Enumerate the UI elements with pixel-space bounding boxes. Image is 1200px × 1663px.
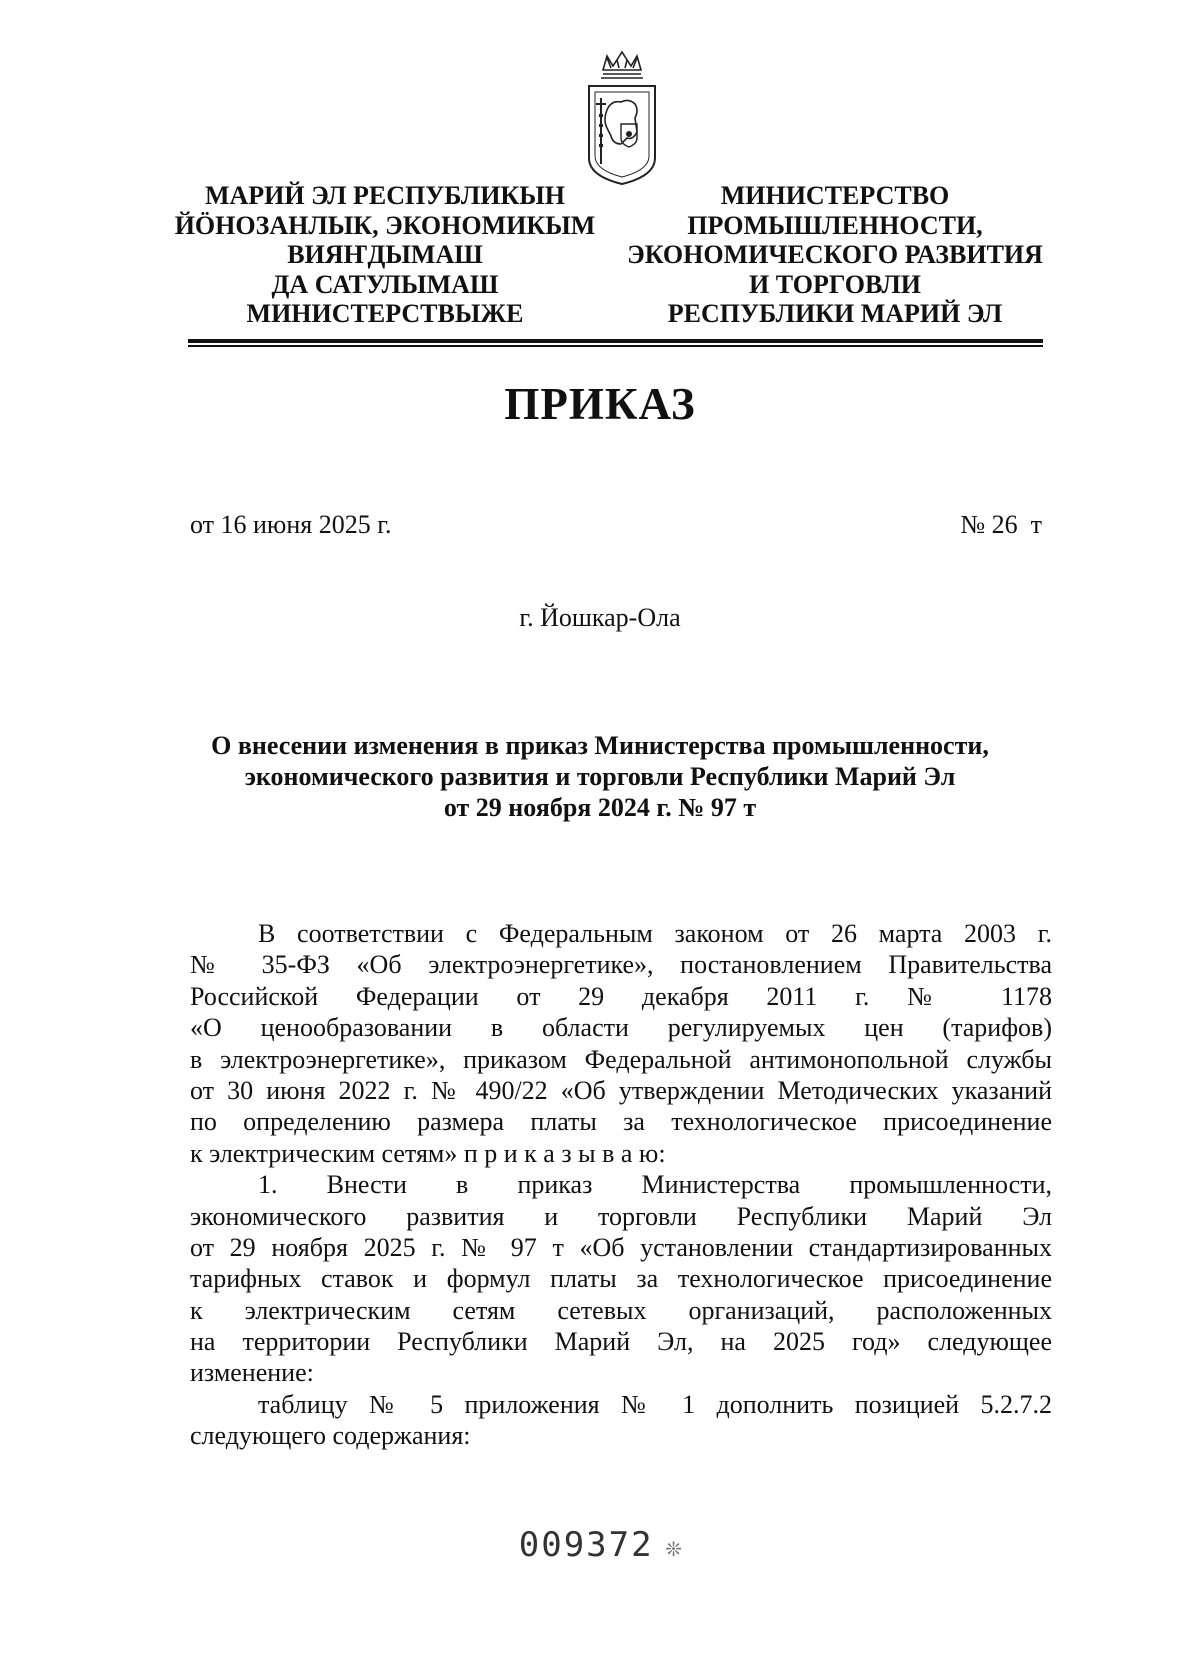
body-line: «О ценообразовании в области регулируемых цен (тарифов)	[190, 1013, 1052, 1043]
header-right-russian	[610, 181, 1060, 329]
body-line: к электрическим сетям» п р и к а з ы в а ю:	[190, 1138, 666, 1168]
header-divider-thick	[188, 339, 1043, 343]
header-left-line: ЙӦНОЗАНЛЫК, ЭКОНОМИКЫМ	[174, 210, 596, 240]
header-left-line: ДА САТУЛЫМАШ	[271, 269, 499, 299]
body-line: таблицу № 5 приложения № 1 дополнить позицией 5.2.7.2	[258, 1389, 1052, 1419]
body-line: Российской Федерации от 29 декабря 2011 г. № 1178	[190, 981, 1052, 1011]
document-number: № 26 т	[960, 510, 1042, 539]
body-line: в электроэнергетике», приказом Федеральной антимонопольной службы	[190, 1044, 1052, 1074]
header-right-line: ЭКОНОМИЧЕСКОГО РАЗВИТИЯ	[627, 240, 1043, 269]
document-date: от 16 июня 2025 г.	[190, 510, 392, 539]
body-line: к электрическим сетям сетевых организаций, расположенных	[190, 1295, 1052, 1325]
document-subject	[150, 730, 1050, 823]
body-line: экономического развития и торговли Республики Марий Эл	[190, 1201, 1052, 1231]
header-left-line: МИНИСТЕРСТВЫЖЕ	[246, 299, 524, 328]
body-line: В соответствии с Федеральным законом от 26 марта 2003 г.	[258, 919, 1052, 948]
header-left-marian	[160, 181, 610, 329]
body-line: от 29 ноября 2025 г. № 97 т «Об установлении стандартизированных	[190, 1232, 1052, 1262]
header-right-line: РЕСПУБЛИКИ МАРИЙ ЭЛ	[667, 299, 1003, 328]
header-right-line: МИНИСТЕРСТВО	[720, 181, 950, 210]
body-line: 1. Внести в приказ Министерства промышленности,	[258, 1170, 1052, 1200]
serial-number: 009372	[518, 1525, 654, 1565]
document-city: г. Йошкар-Ола	[519, 603, 681, 632]
serial-mark-icon: ❊	[665, 1533, 682, 1563]
body-line: № 35-ФЗ «Об электроэнергетике», постановлением Правительства	[190, 950, 1052, 980]
body-line: тарифных ставок и формул платы за технологическое присоединение	[190, 1264, 1052, 1294]
header-right-line: И ТОРГОВЛИ	[749, 269, 921, 299]
subject-line: экономического развития и торговли Республики Марий Эл	[244, 762, 956, 791]
header-left-line: ВИЯҤДЫМАШ	[287, 240, 483, 269]
document-body	[190, 918, 1052, 1452]
header-divider-thin	[188, 345, 1043, 347]
body-line: изменение:	[190, 1358, 314, 1388]
body-line: по определению размера платы за технологическое присоединение	[190, 1107, 1052, 1137]
header-right-line: ПРОМЫШЛЕННОСТИ,	[687, 210, 983, 240]
republic-coat-of-arms-icon	[577, 48, 667, 188]
document-title: ПРИКАЗ	[504, 379, 696, 429]
serial-stamp	[0, 1525, 1200, 1565]
body-line: от 30 июня 2022 г. № 490/22 «Об утверждении Методических указаний	[190, 1075, 1052, 1105]
header-left-line: МАРИЙ ЭЛ РЕСПУБЛИКЫН	[204, 181, 566, 210]
body-line: на территории Республики Марий Эл, на 2025 год» следующее	[190, 1327, 1052, 1357]
subject-line: от 29 ноября 2024 г. № 97 т	[443, 793, 757, 822]
body-line: следующего содержания:	[190, 1421, 471, 1451]
subject-line: О внесении изменения в приказ Министерства промышленности,	[211, 731, 989, 760]
